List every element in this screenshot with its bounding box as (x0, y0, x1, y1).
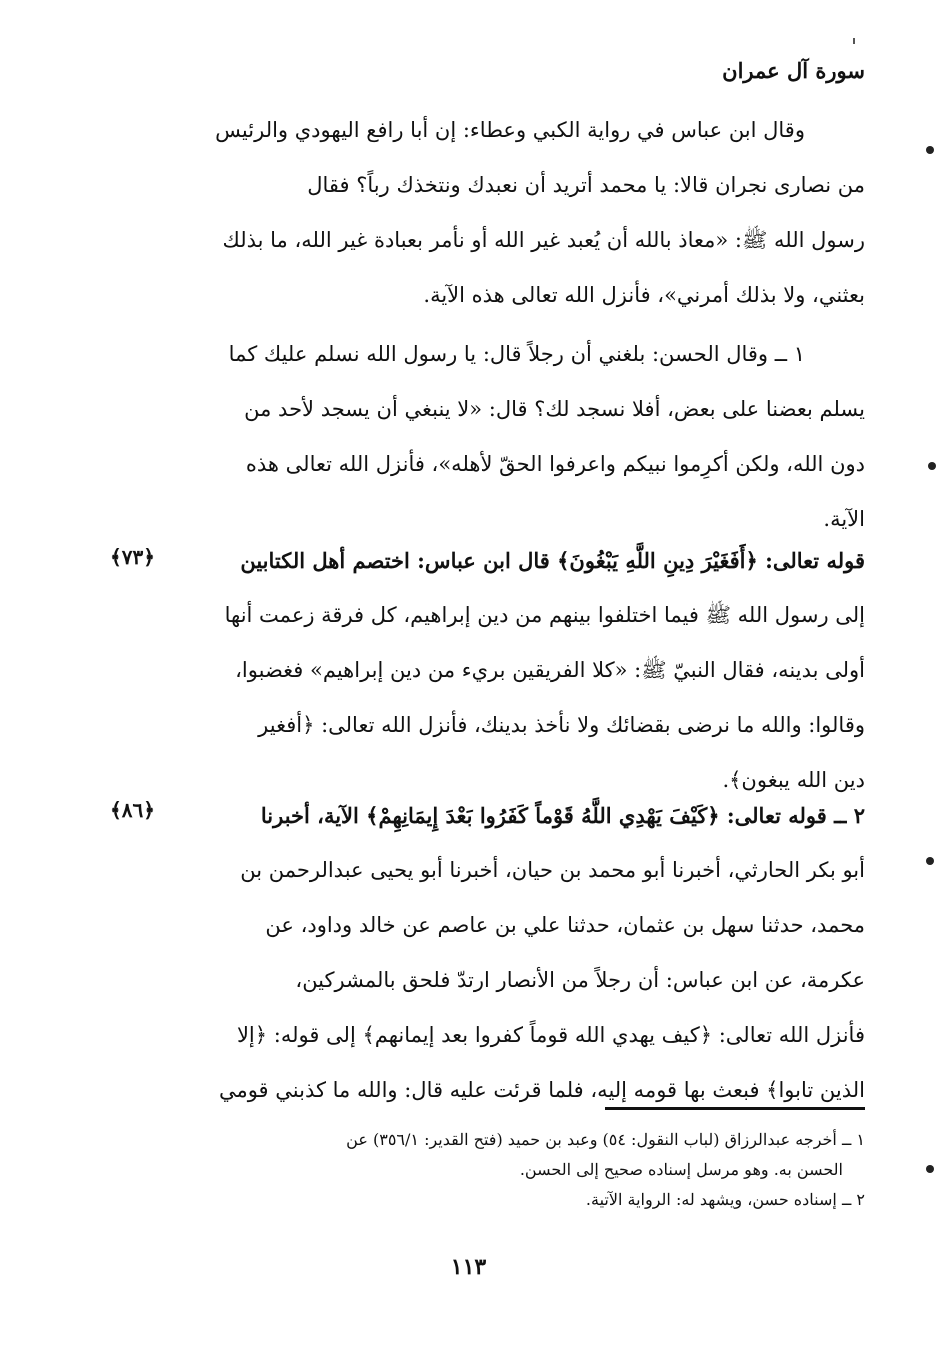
verse-heading-line: قوله تعالى: ﴿أَفَغَيْرَ دِينِ اللَّهِ يَبْغُونَ﴾ قال ابن عباس: اختصم أهل الكتابين (240, 548, 865, 573)
footnote-line: ٢ ــ إسناده حسن، ويشهد له: الرواية الآتية. (585, 1190, 865, 1209)
text-line: دون الله، ولكن أكرِموا نبيكم واعرفوا الحقّ لأهله»، فأنزل الله تعالى هذه (245, 452, 865, 476)
margin-mark (928, 462, 936, 470)
paragraph-3-body (105, 588, 865, 808)
page-number: ١١٣ (450, 1254, 487, 1280)
margin-mark (926, 146, 934, 154)
margin-mark (926, 1165, 934, 1173)
paragraph-2 (105, 327, 865, 547)
text-line: يسلم بعضنا على بعض، أفلا نسجد لك؟ قال: «لا ينبغي أن يسجد لأحد من (244, 397, 865, 421)
text-line: الآية. (823, 507, 865, 531)
text-line: محمد، حدثنا سهل بن عثمان، حدثنا علي بن عاصم عن خالد وداود، عن (265, 913, 865, 937)
scan-mark (853, 38, 855, 44)
text-line: إلى رسول الله ﷺ فيما اختلفوا بينهم من دين إبراهيم، كل فرقة زعمت أنها (224, 603, 865, 627)
text-line: ١ ــ وقال الحسن: بلغني أن رجلاً قال: يا رسول الله نسلم عليك كما (228, 342, 805, 366)
surah-title: سورة آل عمران (722, 58, 865, 83)
footnote-divider (605, 1107, 865, 1110)
footnote-line: الحسن به. وهو مرسل إسناده صحيح إلى الحسن. (519, 1160, 843, 1179)
paragraph-4-body (105, 843, 865, 1118)
verse-number-86: ﴿٨٦﴾ (110, 798, 155, 822)
text-line: من نصارى نجران قالا: يا محمد أتريد أن نعبدك ونتخذك رباً؟ فقال (307, 173, 865, 197)
paragraph-1 (105, 103, 865, 323)
text-line: بعثني، ولا بذلك أمرني»، فأنزل الله تعالى هذه الآية. (423, 283, 865, 307)
text-line: الذين تابوا﴾ فبعث بها قومه إليه، فلما قرئت عليه قال: والله ما كذبني قومي (218, 1078, 865, 1102)
text-line: فأنزل الله تعالى: ﴿كيف يهدي الله قوماً كفروا بعد إيمانهم﴾ إلى قوله: ﴿إلا (236, 1023, 865, 1047)
text-line: وقال ابن عباس في رواية الكبي وعطاء: إن أبا رافع اليهودي والرئيس (215, 118, 805, 142)
verse-heading-line: ٢ ــ قوله تعالى: ﴿كَيْفَ يَهْدِي اللَّهُ قَوْماً كَفَرُوا بَعْدَ إِيمَانِهِمْ﴾ الآية، أخبرنا (260, 803, 865, 828)
paragraph-4 (175, 788, 865, 843)
text-line: أولى بدينه، فقال النبيّ ﷺ: «كلا الفريقين بريء من دين إبراهيم» فغضبوا، (235, 658, 865, 682)
text-line: وقالوا: والله ما نرضى بقضائك ولا نأخذ بدينك، فأنزل الله تعالى: ﴿أفغير (258, 713, 865, 737)
text-line: عكرمة، عن ابن عباس: أن رجلاً من الأنصار ارتدّ فلحق بالمشركين، (295, 968, 865, 992)
paragraph-3 (175, 533, 865, 588)
footnote-line: ١ ــ أخرجه عبدالرزاق (لباب النقول: ٥٤) وعبد بن حميد (فتح القدير: ٣٥٦/١) عن (346, 1130, 865, 1149)
footnotes (165, 1125, 865, 1215)
text-line: أبو بكر الحارثي، أخبرنا أبو محمد بن حيان، أخبرنا أبو يحيى عبدالرحمن بن (240, 858, 865, 882)
text-line: رسول الله ﷺ: «معاذ بالله أن يُعبد غير الله أو نأمر بعبادة غير الله، ما بذلك (222, 228, 865, 252)
verse-number-73: ﴿٧٣﴾ (110, 545, 155, 569)
margin-mark (926, 857, 934, 865)
text-line: دين الله يبغون﴾. (722, 768, 865, 792)
